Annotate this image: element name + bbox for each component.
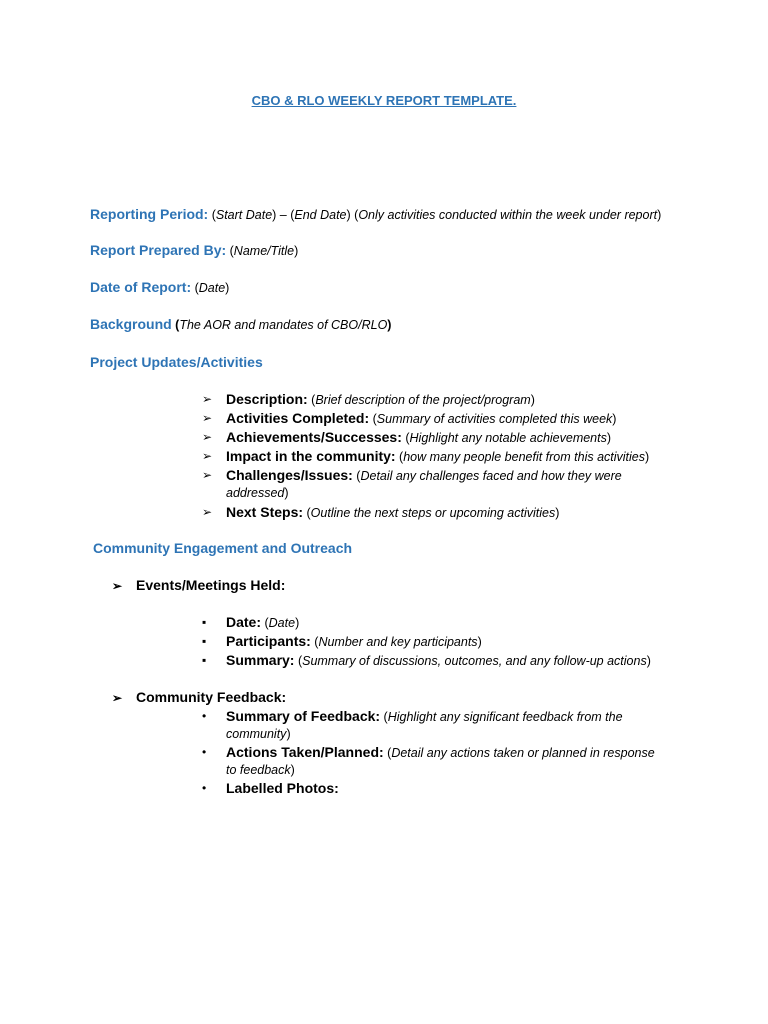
reporting-period-field xyxy=(90,206,661,222)
events-label: Events/Meetings Held: xyxy=(136,577,286,593)
background-note: The AOR and mandates of CBO/RLO xyxy=(179,318,388,332)
item-note: Detail any actions taken or planned in response to feedback xyxy=(226,746,655,777)
arrow-bullet-icon: ➢ xyxy=(112,691,123,705)
paren: ) xyxy=(225,281,230,295)
paren: ) xyxy=(645,450,650,464)
prepared-by-note: Name/Title xyxy=(233,244,295,258)
paren: ( xyxy=(401,431,410,445)
project-item-achievements xyxy=(202,429,672,447)
paren: ( xyxy=(303,506,311,520)
paren: ( xyxy=(369,412,377,426)
project-item-description xyxy=(202,391,672,409)
item-note: Highlight any significant feedback from the community xyxy=(226,710,623,741)
item-note: Number and key participants xyxy=(318,635,478,649)
item-note: Summary of discussions, outcomes, and any follow-up actions xyxy=(302,654,647,668)
item-note: Outline the next steps or upcoming activities xyxy=(310,506,556,520)
community-heading-text: Community Engagement and Outreach xyxy=(93,540,353,556)
arrow-bullet-icon: ➢ xyxy=(112,579,123,593)
paren: ( xyxy=(294,654,303,668)
item-label: Date: xyxy=(226,614,262,630)
item-label: Description: xyxy=(226,391,308,407)
item-label: Summary: xyxy=(226,652,295,668)
paren: ) xyxy=(284,486,289,500)
paren: ( xyxy=(208,208,216,222)
project-item-activities xyxy=(202,410,672,428)
event-item-date xyxy=(202,614,672,632)
paren: ( xyxy=(395,450,404,464)
project-item-impact xyxy=(202,448,672,466)
project-item-next-steps xyxy=(202,504,672,522)
bullet-icon: • xyxy=(202,781,207,795)
reporting-period-note: Only activities conducted within the week under report xyxy=(358,208,658,222)
item-label: Labelled Photos: xyxy=(226,780,339,796)
paren: ) xyxy=(286,727,291,741)
item-label: Summary of Feedback: xyxy=(226,708,381,724)
item-label: Actions Taken/Planned: xyxy=(226,744,384,760)
prepared-by-label: Report Prepared By: xyxy=(90,242,227,258)
community-heading xyxy=(93,540,352,556)
date-of-report-label: Date of Report: xyxy=(90,279,192,295)
paren: ( xyxy=(380,710,388,724)
arrow-bullet-icon: ➢ xyxy=(202,411,213,425)
paren: ( xyxy=(310,635,319,649)
feedback-item-photos xyxy=(202,780,672,798)
arrow-bullet-icon: ➢ xyxy=(202,392,213,406)
event-item-summary xyxy=(202,652,672,670)
paren: ( xyxy=(383,746,392,760)
paren: ) xyxy=(294,244,299,258)
date-of-report-note: Date xyxy=(198,281,226,295)
bullet-icon: • xyxy=(202,745,207,759)
item-note: Highlight any notable achievements xyxy=(409,431,607,445)
item-label: Achievements/Successes: xyxy=(226,429,402,445)
item-label: Participants: xyxy=(226,633,311,649)
paren: ) xyxy=(530,393,535,407)
background-field xyxy=(90,316,391,332)
item-note: Brief description of the project/program xyxy=(315,393,531,407)
item-note: Summary of activities completed this week xyxy=(376,412,613,426)
bullet-icon: • xyxy=(202,709,207,723)
background-label: Background xyxy=(90,316,172,332)
reporting-period-label: Reporting Period: xyxy=(90,206,209,222)
paren: ) xyxy=(646,654,651,668)
paren: ) xyxy=(387,318,392,332)
item-label: Impact in the community: xyxy=(226,448,396,464)
paren: ( xyxy=(307,393,316,407)
paren: ( xyxy=(226,244,234,258)
arrow-bullet-icon: ➢ xyxy=(202,505,213,519)
paren: ) xyxy=(612,412,617,426)
date-of-report-field xyxy=(90,279,229,295)
square-bullet-icon: ▪ xyxy=(202,634,207,648)
arrow-bullet-icon: ➢ xyxy=(202,430,213,444)
separator: ) – ( xyxy=(272,208,295,222)
square-bullet-icon: ▪ xyxy=(202,653,207,667)
item-note: how many people benefit from this activities xyxy=(403,450,646,464)
paren: ) xyxy=(290,763,295,777)
project-item-challenges xyxy=(202,467,642,502)
feedback-item-actions xyxy=(202,744,667,779)
paren: ( xyxy=(261,616,269,630)
event-item-participants xyxy=(202,633,672,651)
paren: ) xyxy=(477,635,482,649)
paren: ( xyxy=(191,281,199,295)
item-label: Next Steps: xyxy=(226,504,304,520)
square-bullet-icon: ▪ xyxy=(202,615,207,629)
arrow-bullet-icon: ➢ xyxy=(202,468,213,482)
project-updates-heading xyxy=(90,354,263,370)
document-title: CBO & RLO WEEKLY REPORT TEMPLATE. xyxy=(251,93,517,108)
arrow-bullet-icon: ➢ xyxy=(202,449,213,463)
separator: ) ( xyxy=(346,208,359,222)
paren: ) xyxy=(555,506,560,520)
item-note: Detail any challenges faced and how they were addressed xyxy=(226,469,622,500)
paren: ) xyxy=(295,616,300,630)
item-label: Activities Completed: xyxy=(226,410,370,426)
item-label: Challenges/Issues: xyxy=(226,467,353,483)
events-heading xyxy=(112,577,285,593)
paren: ) xyxy=(606,431,612,445)
start-date-placeholder: Start Date xyxy=(215,208,273,222)
paren: ) xyxy=(657,208,662,222)
project-updates-heading-text: Project Updates/Activities xyxy=(90,354,263,370)
end-date-placeholder: End Date xyxy=(294,208,347,222)
prepared-by-field xyxy=(90,242,298,258)
feedback-heading xyxy=(112,689,286,705)
paren: ( xyxy=(171,318,180,332)
feedback-item-summary xyxy=(202,708,647,743)
paren: ( xyxy=(352,469,361,483)
item-note: Date xyxy=(268,616,296,630)
feedback-label: Community Feedback: xyxy=(136,689,287,705)
